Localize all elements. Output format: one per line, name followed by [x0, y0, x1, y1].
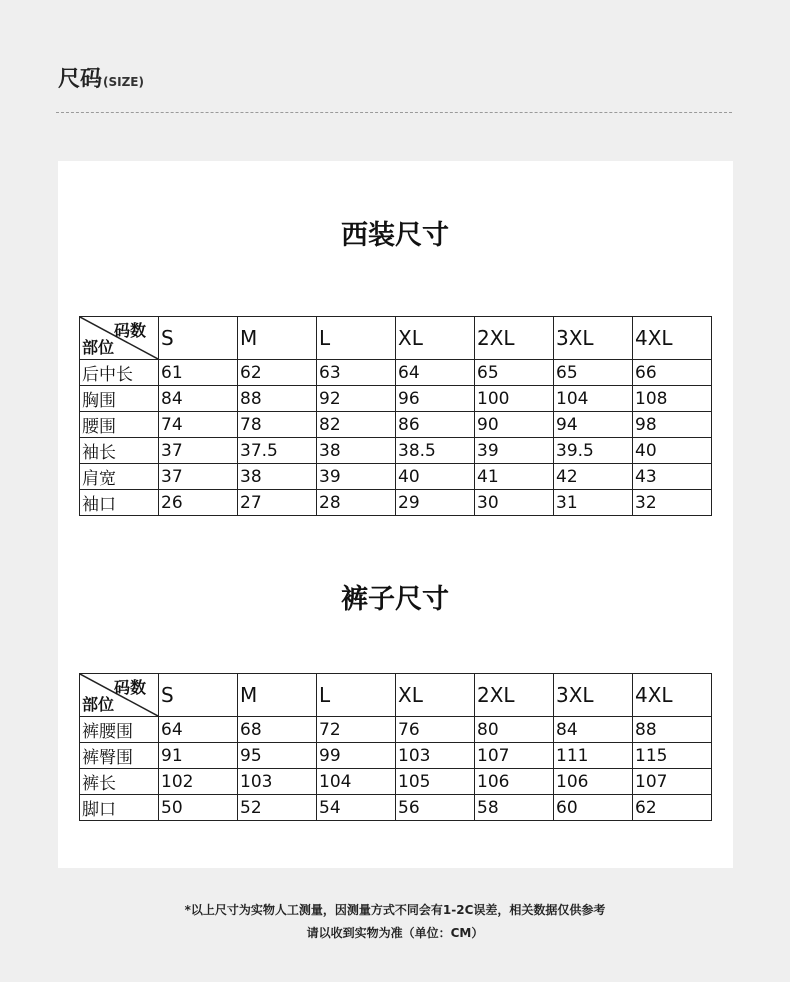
value-cell: 94: [554, 412, 633, 438]
value-cell: 74: [159, 412, 238, 438]
value-cell: 104: [554, 386, 633, 412]
value-cell: 106: [475, 769, 554, 795]
table-row: [80, 490, 712, 516]
page-subtitle: (SIZE): [103, 75, 144, 89]
value-cell: 91: [159, 743, 238, 769]
value-cell: 95: [238, 743, 317, 769]
table-row: [80, 464, 712, 490]
page-title: [58, 62, 144, 93]
value-cell: 76: [396, 717, 475, 743]
value-cell: 30: [475, 490, 554, 516]
value-cell: 28: [317, 490, 396, 516]
value-cell: 65: [475, 360, 554, 386]
value-cell: 38: [317, 438, 396, 464]
size-header-cell: S: [159, 674, 238, 717]
value-cell: 105: [396, 769, 475, 795]
size-header-cell: L: [317, 674, 396, 717]
table-header-row: [80, 317, 712, 360]
value-cell: 52: [238, 795, 317, 821]
value-cell: 88: [238, 386, 317, 412]
size-header-cell: L: [317, 317, 396, 360]
value-cell: 64: [159, 717, 238, 743]
corner-part-label: 部位: [82, 695, 115, 714]
value-cell: 40: [633, 438, 712, 464]
row-label-cell: 裤臀围: [80, 743, 159, 769]
corner-header-cell: [80, 674, 159, 717]
value-cell: 106: [554, 769, 633, 795]
value-cell: 39: [317, 464, 396, 490]
table-row: [80, 386, 712, 412]
value-cell: 31: [554, 490, 633, 516]
size-header-cell: 2XL: [475, 674, 554, 717]
unit-note: 请以收到实物为准（单位：CM）: [306, 926, 484, 940]
table-row: [80, 412, 712, 438]
value-cell: 65: [554, 360, 633, 386]
value-cell: 62: [238, 360, 317, 386]
table-row: [80, 743, 712, 769]
value-cell: 39: [475, 438, 554, 464]
value-cell: 40: [396, 464, 475, 490]
value-cell: 58: [475, 795, 554, 821]
value-cell: 39.5: [554, 438, 633, 464]
value-cell: 43: [633, 464, 712, 490]
value-cell: 66: [633, 360, 712, 386]
suit-table-title: 西装尺寸: [341, 220, 449, 251]
corner-size-label: 码数: [113, 321, 146, 340]
value-cell: 38: [238, 464, 317, 490]
table-row: [80, 795, 712, 821]
pants-size-table: [79, 673, 712, 821]
corner-part-label: 部位: [82, 338, 115, 357]
table-row: [80, 769, 712, 795]
value-cell: 86: [396, 412, 475, 438]
row-label-cell: 脚口: [80, 795, 159, 821]
row-label-cell: 袖长: [80, 438, 159, 464]
value-cell: 50: [159, 795, 238, 821]
value-cell: 42: [554, 464, 633, 490]
value-cell: 80: [475, 717, 554, 743]
measurement-note: *以上尺寸为实物人工测量，因测量方式不同会有1-2C误差，相关数据仅供参考: [184, 903, 606, 917]
value-cell: 115: [633, 743, 712, 769]
table-row: [80, 360, 712, 386]
value-cell: 27: [238, 490, 317, 516]
value-cell: 37.5: [238, 438, 317, 464]
value-cell: 26: [159, 490, 238, 516]
value-cell: 68: [238, 717, 317, 743]
page-title-text: 尺码: [58, 67, 103, 92]
value-cell: 60: [554, 795, 633, 821]
value-cell: 54: [317, 795, 396, 821]
value-cell: 61: [159, 360, 238, 386]
value-cell: 102: [159, 769, 238, 795]
value-cell: 84: [159, 386, 238, 412]
size-header-cell: S: [159, 317, 238, 360]
size-header-cell: 4XL: [633, 674, 712, 717]
row-label-cell: 腰围: [80, 412, 159, 438]
size-header-cell: 4XL: [633, 317, 712, 360]
size-header-cell: 2XL: [475, 317, 554, 360]
size-header-cell: 3XL: [554, 674, 633, 717]
row-label-cell: 裤长: [80, 769, 159, 795]
value-cell: 38.5: [396, 438, 475, 464]
value-cell: 37: [159, 464, 238, 490]
value-cell: 56: [396, 795, 475, 821]
value-cell: 107: [475, 743, 554, 769]
size-header-cell: XL: [396, 674, 475, 717]
value-cell: 111: [554, 743, 633, 769]
value-cell: 63: [317, 360, 396, 386]
value-cell: 98: [633, 412, 712, 438]
table-row: [80, 717, 712, 743]
value-cell: 108: [633, 386, 712, 412]
value-cell: 78: [238, 412, 317, 438]
value-cell: 72: [317, 717, 396, 743]
size-header-cell: XL: [396, 317, 475, 360]
value-cell: 99: [317, 743, 396, 769]
size-header-cell: M: [238, 317, 317, 360]
value-cell: 107: [633, 769, 712, 795]
pants-table-title: 裤子尺寸: [341, 584, 449, 615]
value-cell: 84: [554, 717, 633, 743]
dashed-divider: [56, 112, 732, 113]
corner-header-cell: [80, 317, 159, 360]
value-cell: 41: [475, 464, 554, 490]
row-label-cell: 裤腰围: [80, 717, 159, 743]
size-header-cell: 3XL: [554, 317, 633, 360]
corner-size-label: 码数: [113, 678, 146, 697]
value-cell: 96: [396, 386, 475, 412]
row-label-cell: 后中长: [80, 360, 159, 386]
value-cell: 37: [159, 438, 238, 464]
value-cell: 90: [475, 412, 554, 438]
value-cell: 88: [633, 717, 712, 743]
value-cell: 103: [396, 743, 475, 769]
row-label-cell: 肩宽: [80, 464, 159, 490]
row-label-cell: 胸围: [80, 386, 159, 412]
value-cell: 29: [396, 490, 475, 516]
value-cell: 104: [317, 769, 396, 795]
suit-size-table: [79, 316, 712, 516]
table-row: [80, 438, 712, 464]
size-header-cell: M: [238, 674, 317, 717]
value-cell: 64: [396, 360, 475, 386]
value-cell: 32: [633, 490, 712, 516]
value-cell: 62: [633, 795, 712, 821]
table-header-row: [80, 674, 712, 717]
row-label-cell: 袖口: [80, 490, 159, 516]
value-cell: 82: [317, 412, 396, 438]
value-cell: 103: [238, 769, 317, 795]
value-cell: 92: [317, 386, 396, 412]
value-cell: 100: [475, 386, 554, 412]
